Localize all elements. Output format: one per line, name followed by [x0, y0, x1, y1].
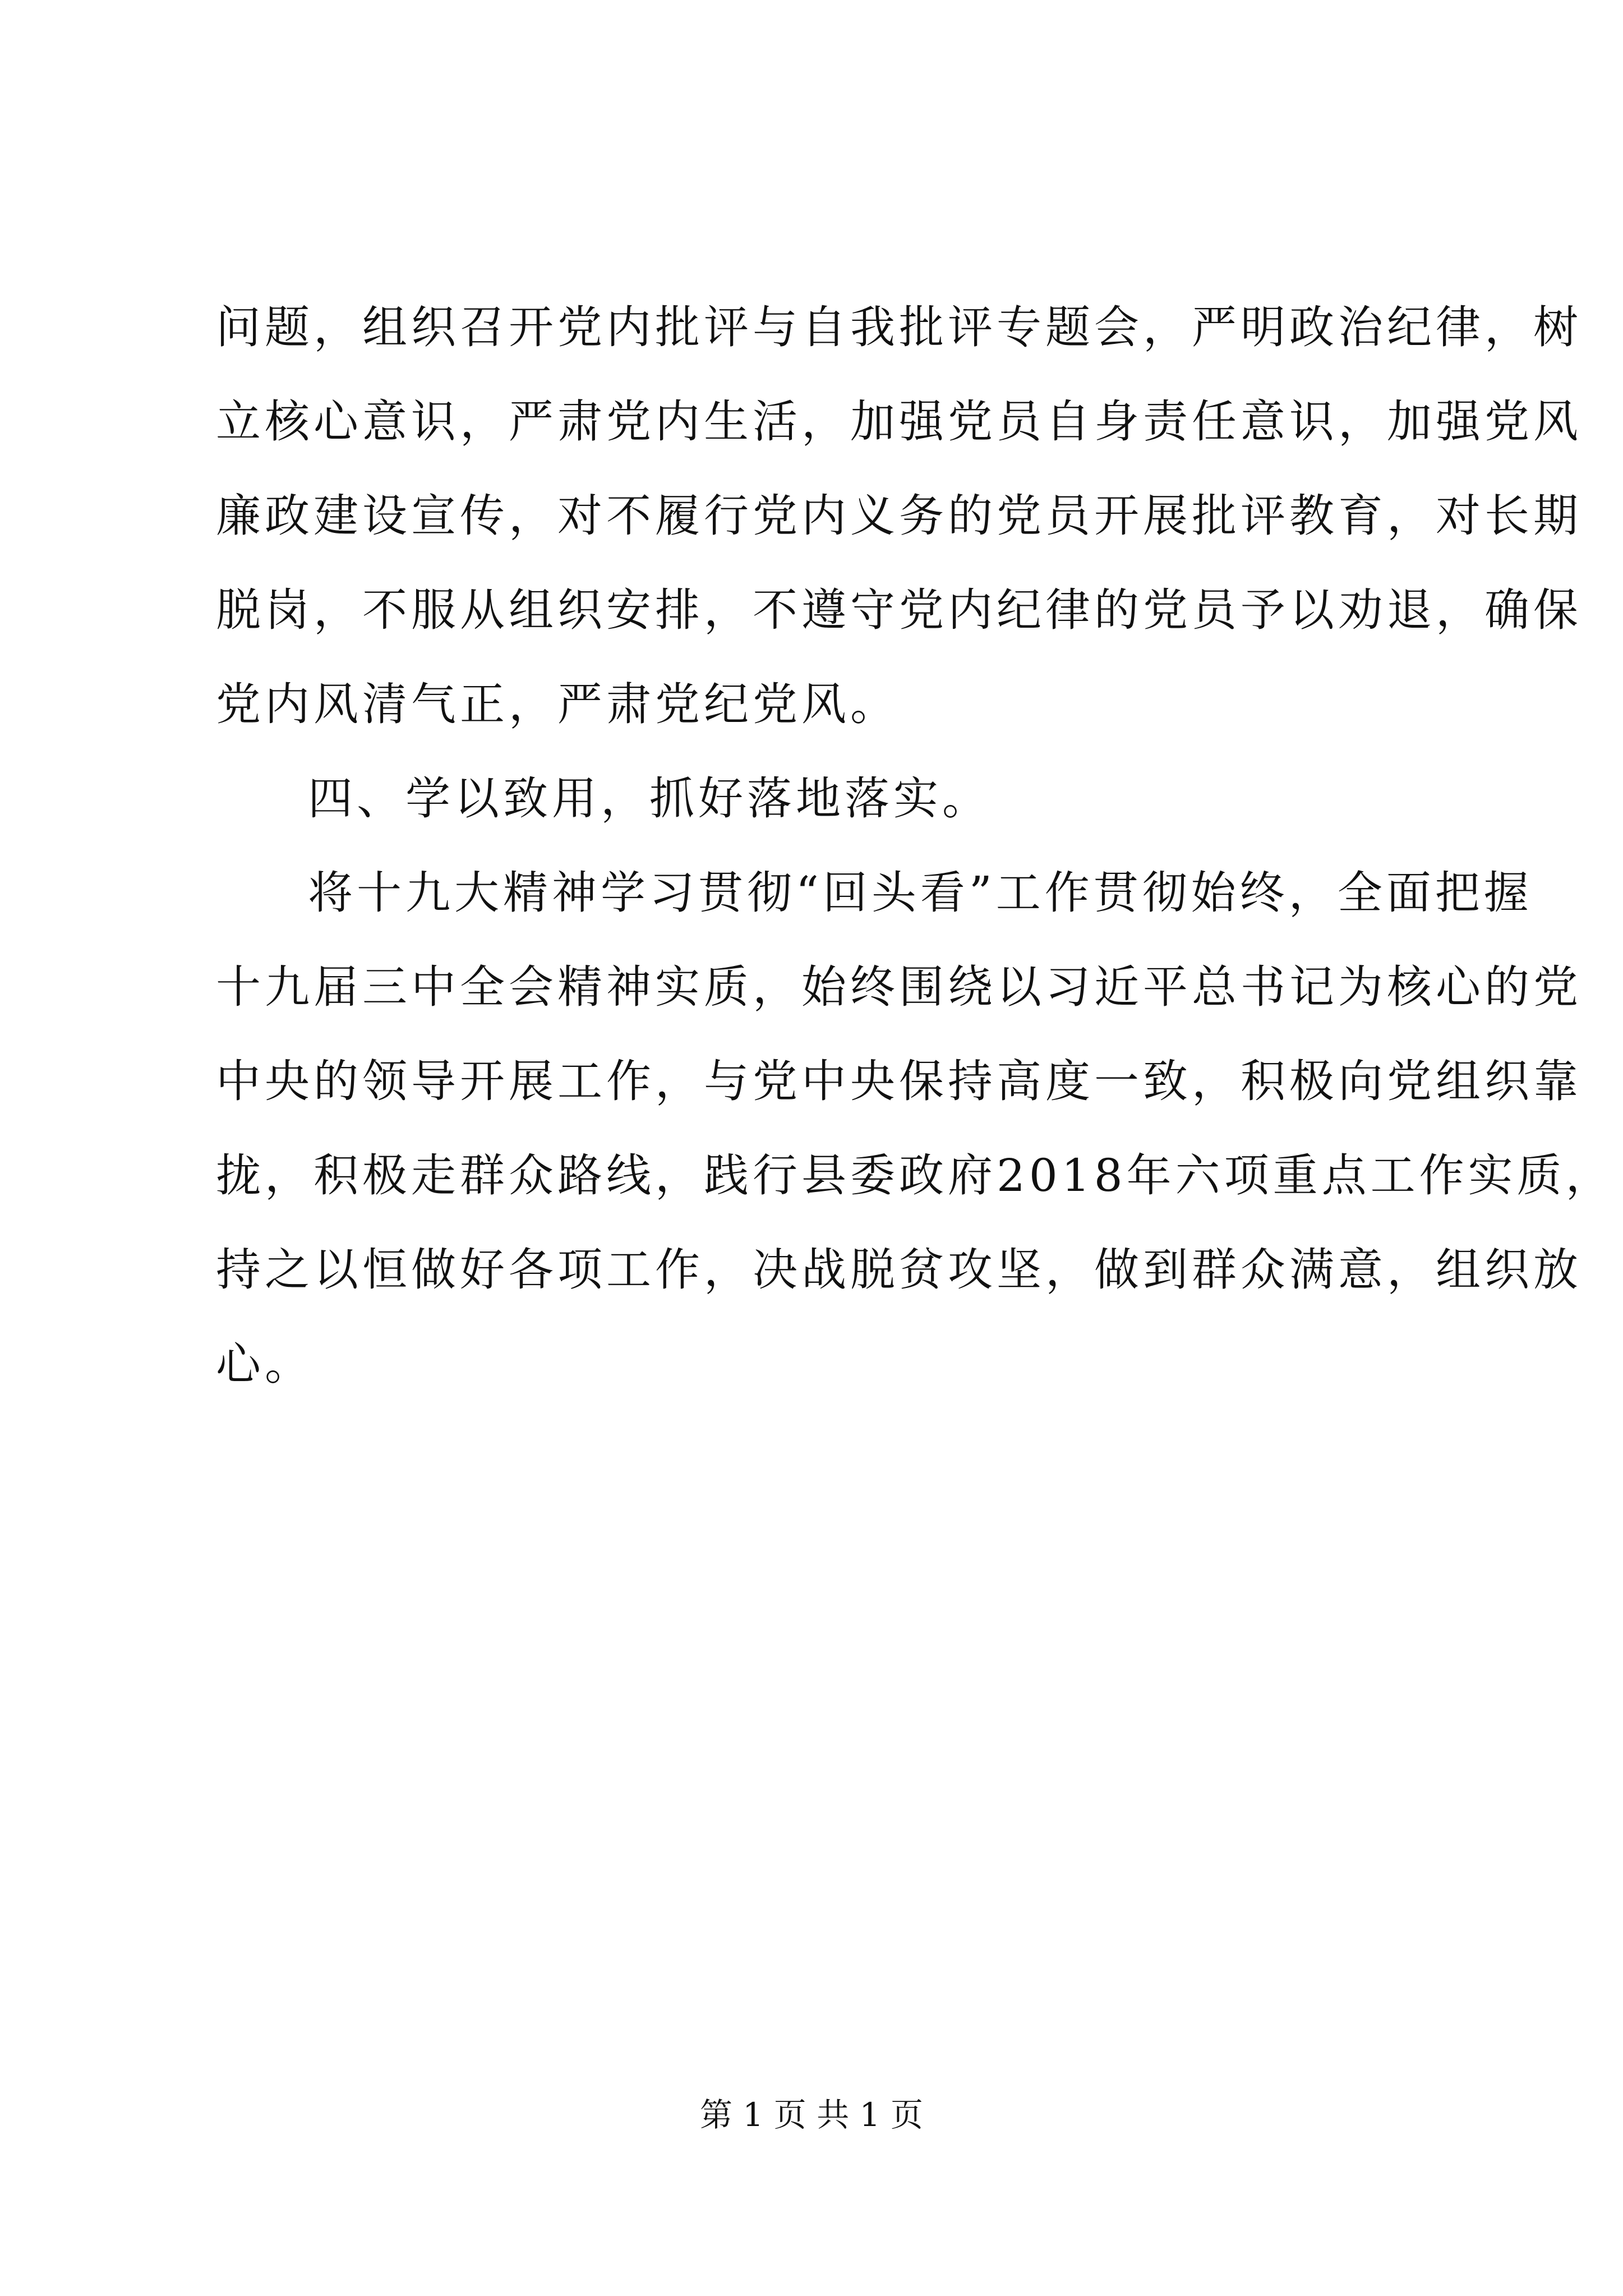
- paragraph-line: 拢，积极走群众路线，践行县委政府2018年六项重点工作实质，: [216, 1149, 1615, 1202]
- paragraph-line: 党内风清气正，严肃党纪党风。: [216, 678, 899, 730]
- paragraph-line: 立核心意识，严肃党内生活，加强党员自身责任意识，加强党风: [216, 395, 1582, 448]
- paragraph-line: 心。: [216, 1338, 313, 1390]
- section-heading-4: 四、学以致用，抓好落地落实。: [308, 772, 991, 825]
- paragraph-discipline: [216, 280, 1582, 752]
- paragraph-implementation: [216, 846, 1615, 1411]
- paragraph-line: 廉政建设宣传，对不履行党内义务的党员开展批评教育，对长期: [216, 490, 1582, 542]
- paragraph-line: 将十九大精神学习贯彻“回头看”工作贯彻始终，全面把握: [308, 867, 1533, 919]
- page-number-footer: 第 1 页 共 1 页: [700, 2096, 923, 2134]
- paragraph-line: 持之以恒做好各项工作，决战脱贫攻坚，做到群众满意，组织放: [216, 1244, 1582, 1296]
- paragraph-line: 问题，组织召开党内批评与自我批评专题会，严明政治纪律，树: [216, 301, 1582, 353]
- paragraph-line: 中央的领导开展工作，与党中央保持高度一致，积极向党组织靠: [216, 1055, 1582, 1107]
- document-body: [216, 280, 1615, 1411]
- paragraph-line: 脱岗，不服从组织安排，不遵守党内纪律的党员予以劝退，确保: [216, 584, 1582, 636]
- paragraph-line: 十九届三中全会精神实质，始终围绕以习近平总书记为核心的党: [216, 961, 1582, 1013]
